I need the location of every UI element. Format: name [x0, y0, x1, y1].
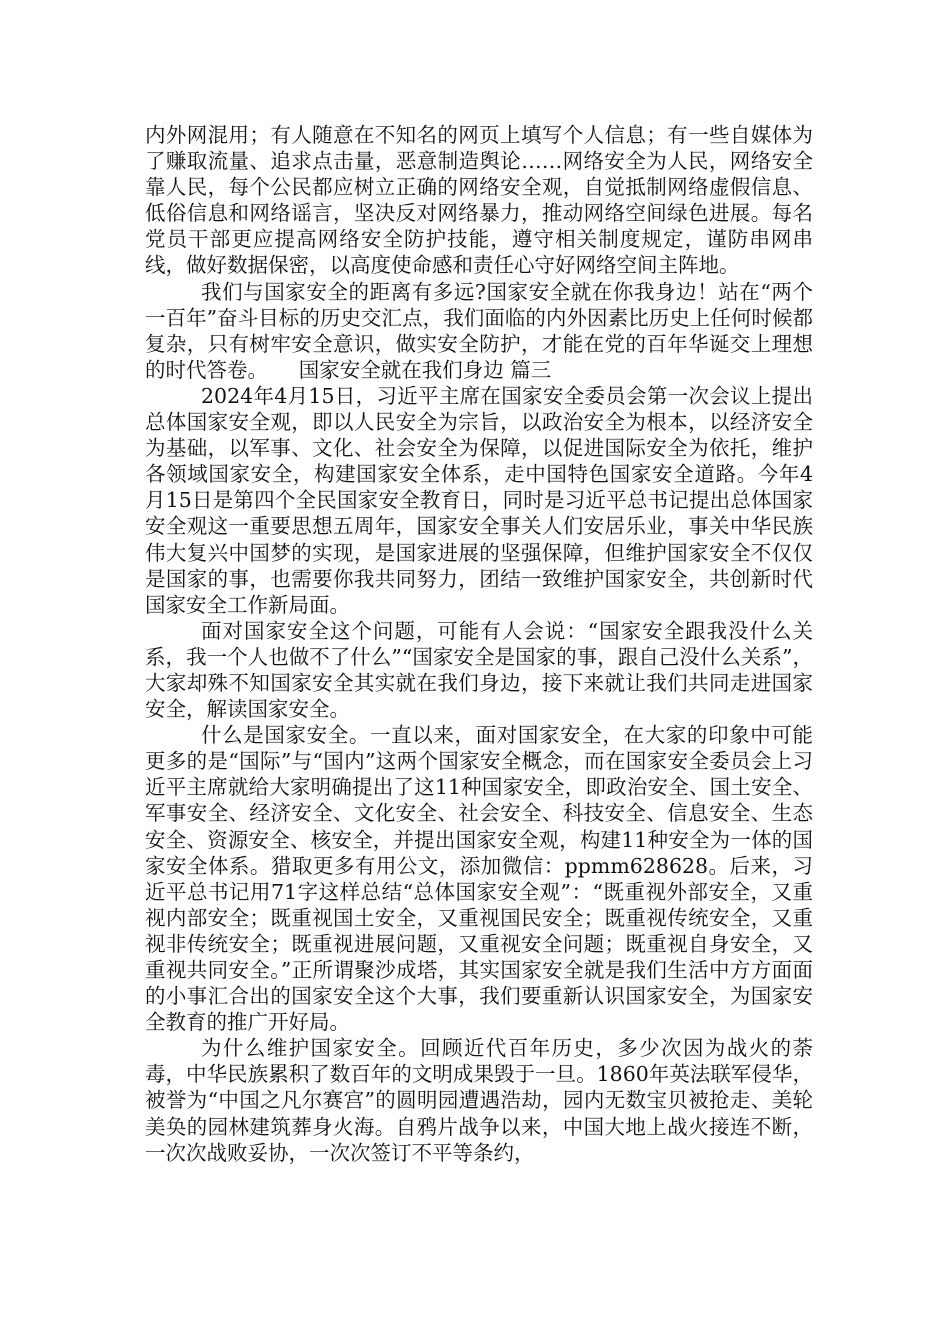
paragraph-distance-to-security: 我们与国家安全的距离有多远?国家安全就在你我身边！站在“两个一百年”奋斗目标的历史交汇点，我们面临的内外因素比历史上任何时候都复杂，只有树牢安全意识，做实安全防护，才能在党的百年华诞交上理想的时代答卷。 国家安全就在我们身边 篇三 — [145, 279, 813, 382]
paragraph-what-is-security: 什么是国家安全。一直以来，面对国家安全，在大家的印象中可能更多的是“国际”与“国内”这两个国家安全概念，而在国家安全委员会上习近平主席就给大家明确提出了这11种国家安全，即政治安全、国土安全、军事安全、经济安全、文化安全、社会安全、科技安全、信息安全、生态安全、资源安全、核安全，并提出国家安全观，构建11种安全为一体的国家安全体系。猎取更多有用公文，添加微信：ppmm628628。后来，习近平总书记用71字这样总结“总体国家安全观”：“既重视外部安全，又重视内部安全；既重视国土安全，又重视国民安全；既重视传统安全，又重视非传统安全；既重视进展问题，又重视安全问题；既重视自身安全，又重视共同安全。”正所谓聚沙成塔，其实国家安全就是我们生活中方方面面的小事汇合出的国家安全这个大事，我们要重新认识国家安全，为国家安全教育的推广开好局。 — [145, 723, 813, 1035]
paragraph-holistic-security-concept: 2024年4月15日，习近平主席在国家安全委员会第一次会议上提出总体国家安全观，即以人民安全为宗旨，以政治安全为根本，以经济安全为基础，以军事、文化、社会安全为保障，以促进国际安全为依托，维护各领域国家安全，构建国家安全体系，走中国特色国家安全道路。今年4月15日是第四个全民国家安全教育日，同时是习近平总书记提出总体国家安全观这一重要思想五周年，国家安全事关人们安居乐业，事关中华民族伟大复兴中国梦的实现，是国家进展的坚强保障，但维护国家安全不仅仅是国家的事，也需要你我共同努力，团结一致维护国家安全，共创新时代国家安全工作新局面。 — [145, 383, 813, 617]
paragraph-network-security: 内外网混用；有人随意在不知名的网页上填写个人信息；有一些自媒体为了赚取流量、追求点击量，恶意制造舆论……网络安全为人民，网络安全靠人民，每个公民都应树立正确的网络安全观，自觉抵制网络虚假信息、低俗信息和网络谣言，坚决反对网络暴力，推动网络空间绿色进展。每名党员干部更应提高网络安全防护技能，遵守相关制度规定，谨防串网串线，做好数据保密，以高度使命感和责任心守好网络空间主阵地。 — [145, 123, 813, 278]
document-body — [145, 122, 813, 1166]
paragraph-why-maintain-security: 为什么维护国家安全。回顾近代百年历史，多少次因为战火的荼毒，中华民族累积了数百年的文明成果毁于一旦。1860年英法联军侵华，被誉为“中国之凡尔赛宫”的圆明园遭遇浩劫，园内无数宝贝被抢走、美轮美奂的园林建筑葬身火海。自鸦片战争以来，中国大地上战火接连不断，一次次战败妥协，一次次签订不平等条约， — [145, 1036, 813, 1165]
paragraph-facing-security: 面对国家安全这个问题，可能有人会说：“国家安全跟我没什么关系，我一个人也做不了什么”“国家安全是国家的事，跟自己没什么关系”，大家却殊不知国家安全其实就在我们身边，接下来就让我们共同走进国家安全，解读国家安全。 — [145, 618, 813, 722]
